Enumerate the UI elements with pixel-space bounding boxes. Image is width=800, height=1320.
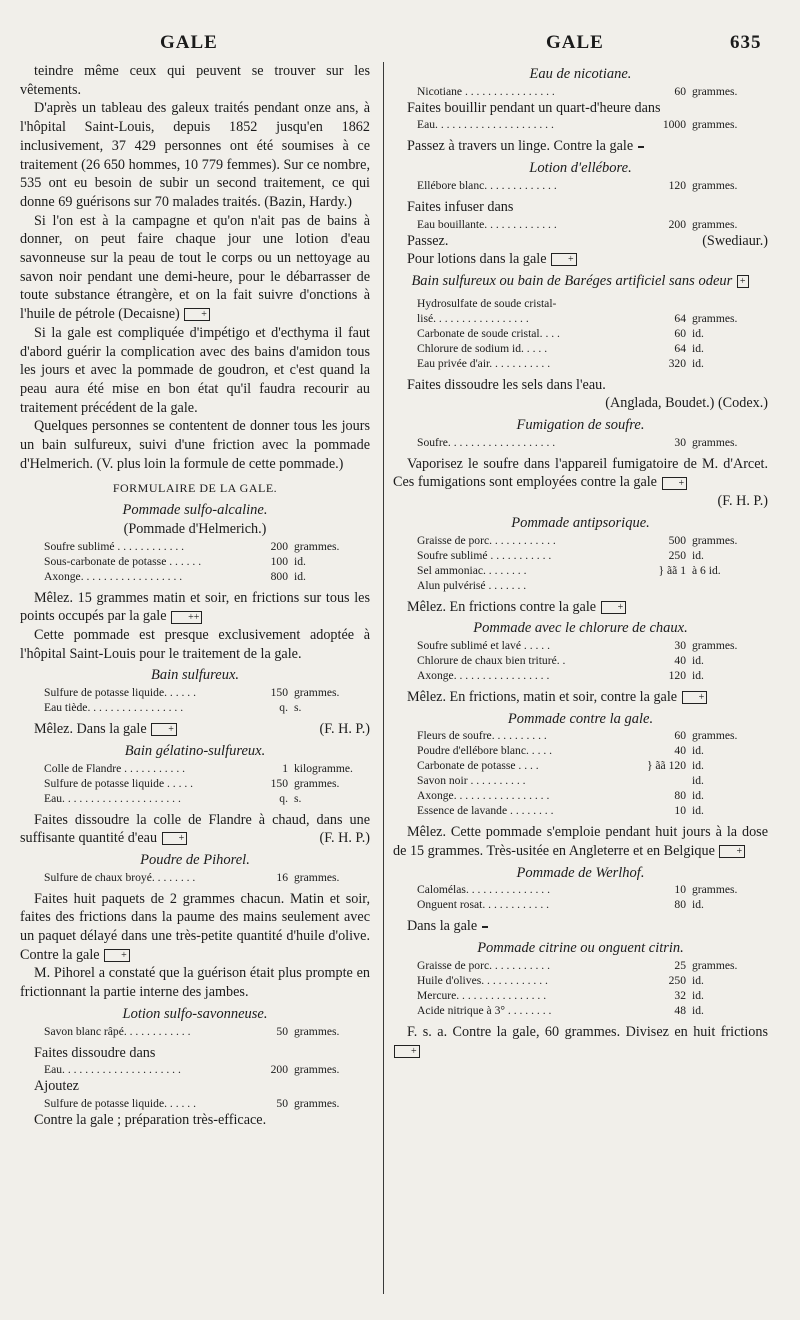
ingredient-name: Acide nitrique à 3° . . . . . . . . [417,1003,552,1017]
ingredient-name: Sel ammoniac. . . . . . . . [417,563,527,577]
paragraph-text: FORMULAIRE DE LA GALE. [112,481,278,496]
ingredient-row [20,554,370,569]
paragraph-text: Si la gale est compliquée d'impétigo et d'ecthyma il faut d'abord guérir la complication avec des bains d'amidon tous les jours et avec la pommade de goudron, et c'est quand la peau aura été mise en bon état qu'il faudra recourir au traitement précédent de la gale. [20,324,370,416]
running-head-left: GALE [160,32,218,53]
ingredient-unit: grammes. [294,686,340,700]
ingredient-unit: grammes. [294,776,340,790]
ingredient-unit: grammes. [294,1063,340,1077]
paragraph [20,964,370,1001]
ingredient-row [20,791,370,806]
paragraph-text: Mêlez. Cette pommade s'emploie pendant huit jours à la dose de 15 grammes. Très-usitée en Angleterre et en Belgique [393,824,768,860]
left-column [20,62,370,1130]
ingredient-quantity: 60 [674,84,686,98]
ingredient-name: Sulfure de potasse liquide . . . . . [44,776,194,790]
paragraph [20,62,370,99]
ingredient-row [20,870,370,885]
ingredient-row [393,296,768,311]
paragraph-text: F. s. a. Contre la gale, 60 grammes. Divisez en huit frictions [407,1023,768,1040]
paragraph-text: Bain sulfureux. [150,667,240,684]
paragraph [20,720,370,739]
ingredient-row [393,973,768,988]
paragraph-text: Bain gélatino-sulfureux. [124,742,266,759]
formula-title [393,864,768,883]
ingredient-row [393,117,768,132]
ingredient-name: Graisse de porc. . . . . . . . . . . . [417,533,556,547]
ingredient-unit: grammes. [692,958,738,972]
efficacy-box-icon: + [737,275,749,288]
formula-title [393,416,768,435]
paragraph [393,1023,768,1060]
efficacy-box-icon: + [394,1045,420,1058]
ingredient-quantity: 200 [668,217,686,231]
paragraph [393,137,768,156]
paragraph-text: Contre la gale ; préparation très-efficace. [34,1111,267,1128]
ingredient-row [393,653,768,668]
ingredient-name: Calomélas. . . . . . . . . . . . . . . [417,883,550,897]
efficacy-box-icon: + [719,845,745,858]
paragraph-text: teindre même ceux qui peuvent se trouver sur les vêtements. [20,63,370,98]
efficacy-box-icon [638,146,644,148]
ingredient-quantity: 30 [674,638,686,652]
ingredient-unit: grammes. [692,84,738,98]
ingredient-quantity: 40 [674,744,686,758]
ingredient-quantity: 250 [668,973,686,987]
paragraph-text: Bain sulfureux ou bain de Baréges artificiel sans odeur [411,272,733,289]
ingredient-row [393,638,768,653]
ingredient-row [393,326,768,341]
paragraph-text: Faites dissoudre les sels dans l'eau. [407,376,606,393]
paragraph-text: Ajoutez [34,1078,79,1095]
ingredient-name: Soufre sublimé . . . . . . . . . . . . [44,539,185,553]
ingredient-quantity: 80 [674,898,686,912]
ingredient-row [20,1062,370,1077]
paragraph-text: Passez à travers un linge. Contre la gale [407,138,634,155]
formula-title [20,851,370,870]
paragraph-text: D'après un tableau des galeux traités pendant onze ans, à l'hôpital Saint-Louis, depuis 1852 jusqu'en 1862 inclusivement, 37 429 personnes ont été soumises à ce traitement (26 650 hommes, 10 779 femmes). Sur ce nombre, 535 ont eu besoin de subir un second traitement, ce qui donne 69 guérisons sur 70 malades traités. (Bazin, Hardy.) [20,100,370,210]
ingredient-quantity: 200 [270,539,288,553]
ingredient-unit: id. [692,668,704,682]
ingredient-quantity: 40 [674,653,686,667]
ingredient-quantity [612,773,686,788]
ingredient-unit: grammes. [692,729,738,743]
ingredient-row [393,788,768,803]
paragraph [20,324,370,418]
ingredient-row [20,539,370,554]
paragraph-text: Pommade contre la gale. [507,710,654,727]
ingredient-quantity: 30 [674,435,686,449]
efficacy-box-icon: + [151,723,177,736]
paragraph [20,811,370,848]
ingredient-quantity: 32 [674,988,686,1002]
ingredient-row [393,563,768,578]
efficacy-box-icon: + [662,477,688,490]
formula-title [20,666,370,685]
paragraph-text: Faites bouillir pendant un quart-d'heure dans [407,99,661,116]
ingredient-quantity: 48 [674,1003,686,1017]
ingredient-quantity: 10 [674,804,686,818]
ingredient-row [393,803,768,818]
ingredient-name: Chlorure de chaux bien trituré. . [417,653,566,667]
ingredient-name: Axonge. . . . . . . . . . . . . . . . . . [44,569,183,583]
paragraph-text: (F. H. P.) [717,493,768,510]
paragraph-text: Pommade citrine ou onguent citrin. [477,940,684,957]
ingredient-unit: grammes. [294,870,340,884]
ingredient-unit: grammes. [294,1096,340,1110]
ingredient-row [393,1003,768,1018]
ingredient-name: Carbonate de potasse . . . . [417,759,539,773]
ingredient-quantity: 60 [674,326,686,340]
ingredient-unit: id. [294,569,306,583]
ingredient-row [393,578,768,593]
ingredient-row [393,958,768,973]
ingredient-unit: id. [692,988,704,1002]
ingredient-unit [686,296,768,311]
ingredient-name: Onguent rosat. . . . . . . . . . . . [417,898,550,912]
ingredient-unit: id. [692,744,704,758]
ingredient-unit: grammes. [692,883,738,897]
paragraph-text: Lotion d'ellébore. [529,160,632,177]
paragraph [20,417,370,473]
ingredient-name: Soufre sublimé . . . . . . . . . . . [417,548,552,562]
ingredient-quantity: 200 [270,1063,288,1077]
paragraph [20,626,370,663]
formula-subtitle [20,520,370,539]
ingredient-unit: id. [692,789,704,803]
ingredient-row [393,758,768,773]
ingredient-row [393,533,768,548]
formula-title [393,159,768,178]
ingredient-unit: grammes. [692,217,738,231]
ingredient-name: Nicotiane . . . . . . . . . . . . . . . . [417,84,555,98]
paragraph-text: Quelques personnes se contentent de donner tous les jours un bain sulfureux, suivi d'une friction avec la pommade d'Helmerich. (V. plus loin la formule de cette pommade.) [20,418,370,472]
formula-title [393,939,768,958]
ingredient-name: Alun pulvérisé . . . . . . . [417,578,527,592]
paragraph-text: Vaporisez le soufre dans l'appareil fumigatoire de M. d'Arcet. Ces fumigations sont employées contre la gale [393,455,768,491]
ingredient-quantity: 16 [276,870,288,884]
paragraph-text: Mêlez. 15 grammes matin et soir, en frictions sur tous les points occupés par la gale [20,589,370,625]
formula-title [393,65,768,84]
paragraph [393,99,768,118]
ingredient-quantity: q. [279,791,288,805]
paragraph [20,99,370,211]
ingredient-name: Fleurs de soufre. . . . . . . . . . [417,729,547,743]
paragraph-text: Pommade sulfo-alcaline. [122,502,268,519]
ingredient-row [20,569,370,584]
ingredient-name: Chlorure de sodium id. . . . . [417,341,548,355]
ingredient-unit: id. [692,356,704,370]
ingredient-unit: kilogramme. [294,761,353,775]
ingredient-name: Eau tiède. . . . . . . . . . . . . . . . . [44,701,184,715]
ingredient-quantity: } ãã 120 [646,759,686,773]
formula-title [20,742,370,761]
ingredient-quantity: 50 [276,1096,288,1110]
paragraph-text: (Anglada, Boudet.) (Codex.) [605,395,768,412]
ingredient-name: Sulfure de potasse liquide. . . . . . [44,686,196,700]
ingredient-unit: id. [692,653,704,667]
paragraph-text: Eau de nicotiane. [529,66,632,82]
formula-title [20,1005,370,1024]
right-column [393,62,768,1060]
ingredient-unit: id. [692,804,704,818]
paragraph [20,1111,370,1130]
paragraph [393,250,768,269]
ingredient-row [393,743,768,758]
paragraph-text: Mêlez. Dans la gale [34,721,147,738]
ingredient-quantity: 100 [270,554,288,568]
ingredient-row [393,84,768,99]
ingredient-row [393,882,768,897]
paragraph [20,1044,370,1063]
ingredient-unit: grammes. [294,539,340,553]
paragraph-text: Faites dissoudre dans [34,1044,156,1061]
ingredient-row [393,217,768,232]
paragraph-text: Cette pommade est presque exclusivement adoptée à l'hôpital Saint-Louis pour le traitement de la gale. [20,626,370,662]
ingredient-name: Axonge. . . . . . . . . . . . . . . . . [417,789,550,803]
ingredient-row [393,728,768,743]
ingredient-unit: id. [692,1003,704,1017]
paragraph-text: Poudre de Pihorel. [140,851,250,868]
paragraph [393,598,768,617]
paragraph-text: Fumigation de soufre. [516,417,645,434]
ingredient-name: Poudre d'ellébore blanc. . . . . [417,744,553,758]
paragraph [393,376,768,395]
ingredient-quantity: 1 [282,761,288,775]
ingredient-quantity: 320 [668,356,686,370]
ingredient-unit [686,578,768,593]
efficacy-box-icon: + [551,253,577,266]
paragraph [393,232,768,251]
paragraph-text: Si l'on est à la campagne et qu'on n'ait pas de bains à donner, on peut faire chaque jour une lotion d'eau savonneuse sur la peau de tout le corps ou un nettoyage au savon noir pendant une demi-heure, pour le débarrasser de toute substance étrangère, et on la fait suivre d'onctions à l'huile de pétrole (Decaisne) [20,212,370,323]
source-reference [393,394,768,413]
paragraph [20,212,370,324]
running-head-center: GALE [546,32,604,53]
ingredient-row [393,548,768,563]
formula-title [393,619,768,638]
ingredient-unit: grammes. [294,1024,340,1038]
source-reference: (F. H. P.) [319,830,370,847]
paragraph-text: Faites infuser dans [407,198,514,215]
formula-title [393,710,768,729]
paragraph-text: (Pommade d'Helmerich.) [123,520,267,537]
paragraph-text: Dans la gale [407,918,478,935]
ingredient-quantity: 250 [668,548,686,562]
ingredient-unit: id. [692,898,704,912]
ingredient-name: Soufre. . . . . . . . . . . . . . . . . . . [417,435,556,449]
ingredient-unit: à 6 id. [692,563,721,577]
paragraph-text: Pour lotions dans la gale [407,251,547,268]
paragraph [393,823,768,860]
efficacy-box-icon: + [184,308,210,321]
paragraph [20,890,370,965]
ingredient-quantity: 80 [674,789,686,803]
ingredient-quantity: 150 [270,686,288,700]
ingredient-row [20,761,370,776]
source-reference: (Swediaur.) [702,232,768,249]
paragraph [20,589,370,626]
paragraph-text: M. Pihorel a constaté que la guérison était plus prompte en frictionnant la partie interne des jambes. [20,965,370,1001]
ingredient-quantity: } ãã 1 [658,563,686,577]
page-number: 635 [730,32,762,53]
ingredient-quantity: 50 [276,1024,288,1038]
ingredient-name: Soufre sublimé et lavé . . . . . [417,638,550,652]
ingredient-name: lisé. . . . . . . . . . . . . . . . . [417,311,529,325]
ingredient-quantity [612,578,686,593]
ingredient-quantity: 800 [270,569,288,583]
ingredient-unit: s. [294,791,302,805]
ingredient-unit: id. [294,554,306,568]
column-divider [383,62,384,1294]
paragraph [393,198,768,217]
efficacy-box-icon: + [682,691,708,704]
paragraph-text: Passez. [407,232,449,249]
ingredient-unit: grammes. [692,533,738,547]
ingredient-name: Sous-carbonate de potasse . . . . . . [44,554,202,568]
ingredient-row [20,1096,370,1111]
ingredient-unit: id. [692,759,704,773]
paragraph-text: Faites dissoudre la colle de Flandre à chaud, dans une suffisante quantité d'eau [20,811,370,847]
paragraph-text: Mêlez. En frictions, matin et soir, contre la gale [407,688,678,705]
ingredient-row [393,435,768,450]
ingredient-name: Eau. . . . . . . . . . . . . . . . . . . . . [44,791,181,805]
ingredient-row [393,897,768,912]
ingredient-unit: grammes. [692,178,738,192]
ingredient-unit: grammes. [692,311,738,325]
paragraph [393,917,768,936]
ingredient-name: Axonge. . . . . . . . . . . . . . . . . [417,668,550,682]
ingredient-unit: id. [692,973,704,987]
ingredient-quantity: 150 [270,776,288,790]
ingredient-row [393,668,768,683]
efficacy-box-icon: + [162,832,188,845]
ingredient-name: Eau. . . . . . . . . . . . . . . . . . . . . [417,118,554,132]
ingredient-quantity: 500 [668,533,686,547]
formula-title [393,272,768,291]
ingredient-quantity: 1000 [662,118,686,132]
ingredient-name: Carbonate de soude cristal. . . . [417,326,560,340]
ingredient-quantity: 10 [674,883,686,897]
ingredient-row [393,311,768,326]
paragraph-text: Pommade antipsorique. [511,514,650,531]
ingredient-row [20,776,370,791]
ingredient-name: Hydrosulfate de soude cristal- [417,296,557,310]
source-reference: (F. H. P.) [319,721,370,738]
paragraph-text: Pommade de Werlhof. [516,864,645,881]
paragraph-text: Lotion sulfo-savonneuse. [122,1005,268,1022]
ingredient-name: Essence de lavande . . . . . . . . [417,804,554,818]
source-reference [393,492,768,511]
ingredient-name: Sulfure de potasse liquide. . . . . . [44,1096,196,1110]
ingredient-unit: grammes. [692,118,738,132]
ingredient-name: Colle de Flandre . . . . . . . . . . . [44,761,186,775]
ingredient-row [393,356,768,371]
ingredient-quantity: q. [279,701,288,715]
ingredient-unit: s. [294,701,302,715]
ingredient-name: Ellébore blanc. . . . . . . . . . . . . [417,178,557,192]
section-title [20,479,370,498]
efficacy-box-icon: + [601,601,627,614]
efficacy-box-icon [482,926,488,928]
ingredient-quantity: 120 [668,178,686,192]
paragraph-text: Mêlez. En frictions contre la gale [407,598,597,615]
ingredient-unit: id. [692,326,704,340]
ingredient-unit: id. [692,548,704,562]
ingredient-unit: grammes. [692,638,738,652]
ingredient-name: Sulfure de chaux broyé. . . . . . . . [44,870,196,884]
ingredient-name: Mercure. . . . . . . . . . . . . . . . [417,988,547,1002]
ingredient-name: Graisse de porc. . . . . . . . . . . [417,958,550,972]
ingredient-unit: id. [692,774,704,788]
ingredient-quantity [612,296,686,311]
ingredient-quantity: 60 [674,729,686,743]
paragraph [393,688,768,707]
ingredient-row [393,341,768,356]
ingredient-quantity: 64 [674,341,686,355]
ingredient-unit: grammes. [692,435,738,449]
formula-title [393,514,768,533]
ingredient-name: Eau bouillante. . . . . . . . . . . . . [417,217,557,231]
formula-title [20,501,370,520]
ingredient-row [393,773,768,788]
paragraph-text: Pommade avec le chlorure de chaux. [473,620,688,637]
paragraph [20,1077,370,1096]
ingredient-name: Huile d'olives. . . . . . . . . . . . [417,973,548,987]
efficacy-box-icon: ++ [171,611,202,624]
ingredient-row [393,988,768,1003]
paragraph [393,455,768,492]
ingredient-row [20,1024,370,1039]
ingredient-quantity: 25 [674,958,686,972]
ingredient-row [20,700,370,715]
ingredient-unit: id. [692,341,704,355]
ingredient-row [20,685,370,700]
ingredient-name: Eau privée d'air. . . . . . . . . . . [417,356,551,370]
ingredient-quantity: 64 [674,311,686,325]
ingredient-name: Savon blanc râpé. . . . . . . . . . . . [44,1024,191,1038]
paragraph-text: Faites huit paquets de 2 grammes chacun. Matin et soir, faites des frictions dans la paume des mains seulement avec un paquet délayé dans une très-petite quantité d'huile d'olive. Contre la gale [20,890,370,963]
efficacy-box-icon: + [104,949,130,962]
ingredient-quantity: 120 [668,668,686,682]
ingredient-row [393,178,768,193]
ingredient-name: Savon noir . . . . . . . . . . [417,774,526,788]
ingredient-name: Eau. . . . . . . . . . . . . . . . . . . . . [44,1063,181,1077]
